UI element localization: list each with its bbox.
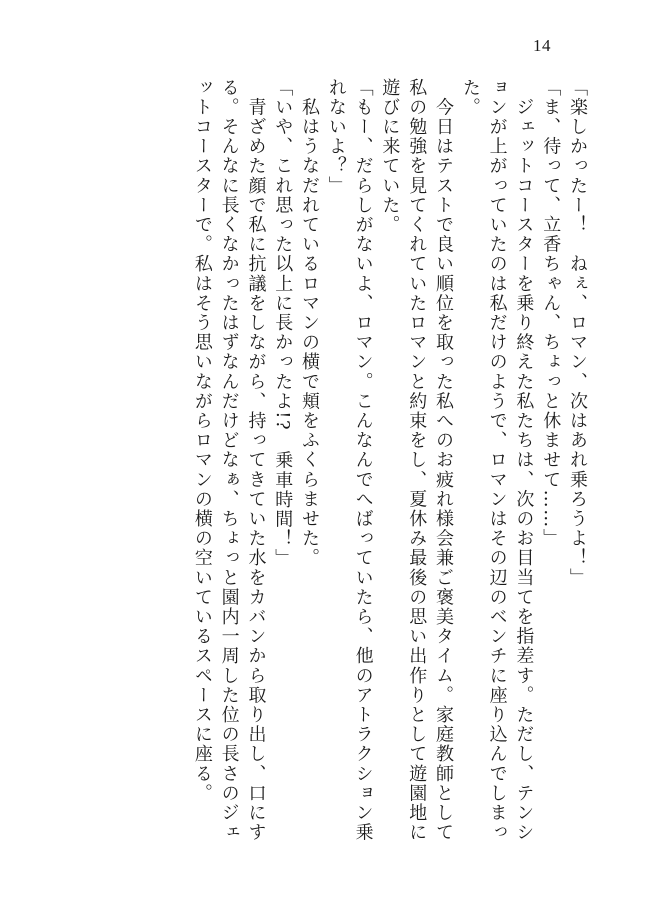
paragraph: 「もー、だらしがないよ、ロマン。こんなんでへばっていたら、他のアトラクション乗れないよ？」: [325, 78, 374, 843]
paragraph: 「いや、これ思った以上に長かったよ!? 乗車時間！」: [272, 78, 294, 569]
paragraph: 「楽しかったー！ ねぇ、ロマン、次はあれ乗ろうよ！」: [567, 78, 588, 588]
vertical-text-body: [100, 78, 590, 858]
paragraph: 私はうなだれているロマンの横で頬をふくらませた。: [299, 78, 321, 568]
paragraph: 「ま、待って、立香ちゃん、ちょっと休ませて……」: [540, 78, 562, 549]
page-number: 14: [533, 36, 551, 55]
paragraph: 今日はテストで良い順位を取った私へのお疲れ様会兼ご褒美タイム。家庭教師として私の勉強を見てくれていたロマンと約束をし、夏休み最後の思い出作りとして遊園地に遊びに来ていた。: [379, 78, 455, 843]
paragraph: 青ざめた顔で私に抗議をしながら、持ってきていた水をカバンから取り出し、口にする。そんなに長くなかったはずなんだけどなぁ、ちょっと園内一周した位の長さのジェットコースターで。私はそう思いながらロマンの横の空いているスペースに座る。: [191, 78, 267, 843]
paragraph: ジェットコースターを乗り終えた私たちは、次のお目当てを指差す。ただし、テンションが上がっていたのは私だけのようで、ロマンはその辺のベンチに座り込んでしまった。: [459, 78, 535, 843]
